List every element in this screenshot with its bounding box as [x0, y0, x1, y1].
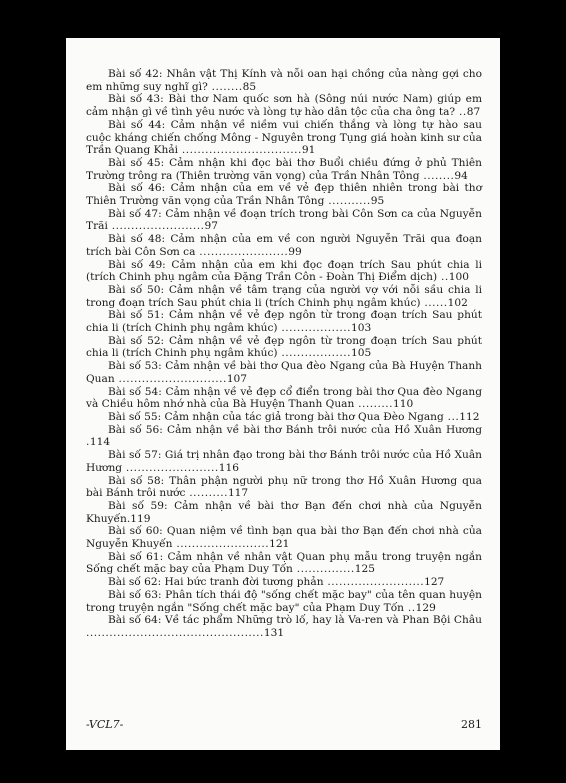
toc-entry-55: Bài số 55: Cảm nhận của tác giả trong bài thơ Qua Đèo Ngang ...112 — [108, 410, 480, 423]
footer-page-number: 281 — [461, 718, 482, 731]
footer-book-code: -VCL7- — [86, 718, 124, 731]
toc-entry-63: Bài số 63: Phân tích thái độ "sống chết mặc bay" của tên quan huyện trong truyện ngắn "Sống chết mặc bay" của Phạm Duy Tốn ..129 — [86, 588, 482, 614]
table-of-contents — [86, 68, 482, 640]
toc-entry-49: Bài số 49: Cảm nhận của em khi đọc đoạn trích Sau phút chia li (trích Chinh phụ ngâm của Đặng Trần Côn - Đoàn Thị Điểm dịch) ..100 — [86, 258, 482, 284]
toc-entry-text: Bài số 56: Cảm nhận về bài thơ Bánh trôi nước của Hồ Xuân Hương — [108, 423, 482, 436]
toc-page-number: 127 — [424, 576, 445, 589]
toc-entry-text: Bài số 52: Cảm nhận về vẻ đẹp ngôn từ trong đoạn trích Sau phút chia li (trích Chinh phụ ngâm khúc) — [86, 334, 482, 360]
toc-page-number: 87 — [466, 106, 481, 119]
toc-entry-57: Bài số 57: Giá trị nhân đạo trong bài thơ Bánh trôi nước của Hồ Xuân Hương ........................116 — [86, 449, 482, 474]
toc-page-number: 103 — [351, 322, 372, 335]
toc-entry-43: Bài số 43: Bài thơ Nam quốc sơn hà (Sông núi nước Nam) giúp em cảm nhận gì về tình yêu nước và lòng tự hào dân tộc của cha ông ta? ..87 — [86, 93, 482, 119]
toc-entry-text: Bài số 46: Cảm nhận của em về vẻ đẹp thiên nhiên trong bài thơ Thiên Trường văn vọng của Trần Nhân Tông — [86, 182, 482, 208]
toc-page-number: 102 — [447, 296, 468, 309]
toc-entry-text: Bài số 44: Cảm nhận về niềm vui chiến thắng và lòng tự hào sau cuộc kháng chiến chống Mông - Nguyên trong Tụng giá hoàn kinh sư của Trần Quang Khải — [86, 118, 482, 157]
toc-page-number: 116 — [218, 461, 239, 474]
toc-page-number: 119 — [130, 512, 151, 525]
toc-entry-48: Bài số 48: Cảm nhận của em về con người Nguyễn Trãi qua đoạn trích bài Côn Sơn ca .......................99 — [86, 233, 482, 258]
toc-page-number: 114 — [89, 436, 111, 449]
toc-page-number: 100 — [448, 271, 469, 284]
toc-entry-52: Bài số 52: Cảm nhận về vẻ đẹp ngôn từ trong đoạn trích Sau phút chia li (trích Chinh phụ ngâm khúc) ..................105 — [86, 334, 482, 360]
toc-page-number: 99 — [288, 245, 302, 258]
toc-entry-47: Bài số 47: Cảm nhận về đoạn trích trong bài Côn Sơn ca của Nguyễn Trãi ........................97 — [86, 207, 482, 233]
toc-entry-text: Bài số 62: Hai bức tranh đời tương phản — [108, 576, 324, 589]
toc-page-number: 105 — [351, 347, 372, 360]
toc-entry-text: Bài số 42: Nhân vật Thị Kính và nỗi oan hại chồng của nàng gợi cho em những suy nghĩ gì? — [86, 68, 482, 93]
toc-entry-text: Bài số 58: Thân phận người phụ nữ trong thơ Hồ Xuân Hương qua bài Bánh trôi nước — [86, 474, 482, 500]
toc-entry-text: Bài số 51: Cảm nhận về vẻ đẹp ngôn từ trong đoạn trích Sau phút chia li (trích Chinh phụ ngâm khúc) — [86, 309, 482, 335]
toc-page-number: 129 — [415, 601, 436, 614]
toc-entry-61: Bài số 61: Cảm nhận về nhân vật Quan phụ mẫu trong truyện ngắn Sống chết mặc bay của Phạm Duy Tốn ...............125 — [86, 550, 482, 576]
toc-entry-56: Bài số 56: Cảm nhận về bài thơ Bánh trôi nước của Hồ Xuân Hương .114 — [86, 423, 482, 449]
toc-entry-text: Bài số 48: Cảm nhận của em về con người Nguyễn Trãi qua đoạn trích bài Côn Sơn ca — [86, 233, 482, 258]
toc-entry-text: Bài số 59: Cảm nhận về bài thơ Bạn đến chơi nhà của Nguyễn Khuyến. — [86, 499, 482, 525]
toc-page-number: 121 — [269, 538, 290, 551]
toc-page-number: 85 — [242, 80, 257, 93]
book-page — [66, 38, 500, 750]
toc-entry-text: Bài số 54: Cảm nhận về vẻ đẹp cổ điển trong bài thơ Qua đèo Ngang và Chiều hôm nhớ nhà của Bà Huyện Thanh Quan — [86, 385, 482, 411]
toc-entry-44: Bài số 44: Cảm nhận về niềm vui chiến thắng và lòng tự hào sau cuộc kháng chiến chống Mông - Nguyên trong Tụng giá hoàn kinh sư của Trần Quang Khải ...............................91 — [86, 118, 482, 157]
toc-entry-54: Bài số 54: Cảm nhận về vẻ đẹp cổ điển trong bài thơ Qua đèo Ngang và Chiều hôm nhớ nhà của Bà Huyện Thanh Quan .........110 — [86, 385, 482, 411]
toc-entry-42: Bài số 42: Nhân vật Thị Kính và nỗi oan hại chồng của nàng gợi cho em những suy nghĩ gì? ........85 — [86, 68, 482, 93]
toc-entry-text: Bài số 43: Bài thơ Nam quốc sơn hà (Sông núi nước Nam) giúp em cảm nhận gì về tình yêu nước và lòng tự hào dân tộc của cha ông ta? — [86, 93, 482, 119]
toc-page-number: 117 — [227, 487, 249, 500]
toc-entry-text: Bài số 57: Giá trị nhân đạo trong bài thơ Bánh trôi nước của Hồ Xuân Hương — [86, 449, 482, 474]
toc-entry-53: Bài số 53: Cảm nhận về bài thơ Qua đèo Ngang của Bà Huyện Thanh Quan ............................107 — [86, 360, 482, 385]
toc-page-number: 131 — [263, 626, 285, 639]
toc-entry-text: Bài số 60: Quan niệm về tình bạn qua bài thơ Bạn đến chơi nhà của Nguyễn Khuyến — [86, 525, 482, 551]
toc-page-number: 95 — [370, 195, 385, 208]
toc-page-number: 94 — [454, 169, 468, 182]
toc-page-number: 110 — [393, 398, 414, 411]
toc-entry-45: Bài số 45: Cảm nhận khi đọc bài thơ Buổi chiều đứng ở phủ Thiên Trường trông ra (Thiên trường văn vọng) của Trần Nhân Tông ........94 — [86, 156, 482, 182]
toc-entry-text: Bài số 53: Cảm nhận về bài thơ Qua đèo Ngang của Bà Huyện Thanh Quan — [86, 360, 482, 385]
toc-entry-59 — [86, 500, 482, 525]
toc-entry-text: Bài số 45: Cảm nhận khi đọc bài thơ Buổi chiều đứng ở phủ Thiên Trường trông ra (Thiên trường văn vọng) của Trần Nhân Tông — [86, 156, 482, 182]
toc-entry-46: Bài số 46: Cảm nhận của em về vẻ đẹp thiên nhiên trong bài thơ Thiên Trường văn vọng của Trần Nhân Tông ...........95 — [86, 182, 482, 208]
toc-entry-text: Bài số 47: Cảm nhận về đoạn trích trong bài Côn Sơn ca của Nguyễn Trãi — [86, 207, 482, 233]
toc-page-number: 91 — [301, 144, 316, 157]
toc-page-number: 107 — [226, 372, 248, 385]
toc-entry-64: Bài số 64: Về tác phẩm Những trò lố, hay là Va-ren và Phan Bội Châu ..............................................131 — [86, 614, 482, 639]
toc-entry-text: Bài số 50: Cảm nhận về tâm trạng của người vợ với nỗi sầu chia li trong đoạn trích Sau phút chia li (trích Chinh phụ ngâm khúc) — [86, 283, 482, 309]
toc-page-number: 112 — [459, 410, 480, 423]
toc-entry-60: Bài số 60: Quan niệm về tình bạn qua bài thơ Bạn đến chơi nhà của Nguyễn Khuyến ........................121 — [86, 525, 482, 551]
toc-entry-text: Bài số 64: Về tác phẩm Những trò lố, hay là Va-ren và Phan Bội Châu — [108, 614, 482, 627]
toc-entry-text: Bài số 49: Cảm nhận của em khi đọc đoạn trích Sau phút chia li (trích Chinh phụ ngâm của Đặng Trần Côn - Đoàn Thị Điểm dịch) — [86, 258, 482, 284]
toc-entry-50: Bài số 50: Cảm nhận về tâm trạng của người vợ với nỗi sầu chia li trong đoạn trích Sau phút chia li (trích Chinh phụ ngâm khúc) ......102 — [86, 283, 482, 309]
toc-entry-58: Bài số 58: Thân phận người phụ nữ trong thơ Hồ Xuân Hương qua bài Bánh trôi nước ..........117 — [86, 474, 482, 500]
toc-page-number: 125 — [354, 563, 376, 576]
toc-page-number: 97 — [204, 220, 219, 233]
toc-entry-51: Bài số 51: Cảm nhận về vẻ đẹp ngôn từ trong đoạn trích Sau phút chia li (trích Chinh phụ ngâm khúc) ..................103 — [86, 309, 482, 335]
toc-entry-text: Bài số 61: Cảm nhận về nhân vật Quan phụ mẫu trong truyện ngắn Sống chết mặc bay của Phạm Duy Tốn — [86, 550, 482, 576]
toc-entry-62: Bài số 62: Hai bức tranh đời tương phản .........................127 — [108, 576, 445, 589]
toc-entry-text: Bài số 55: Cảm nhận của tác giả trong bài thơ Qua Đèo Ngang — [108, 410, 444, 423]
toc-entry-text: Bài số 63: Phân tích thái độ "sống chết mặc bay" của tên quan huyện trong truyện ngắn "Sống chết mặc bay" của Phạm Duy Tốn — [86, 588, 482, 614]
